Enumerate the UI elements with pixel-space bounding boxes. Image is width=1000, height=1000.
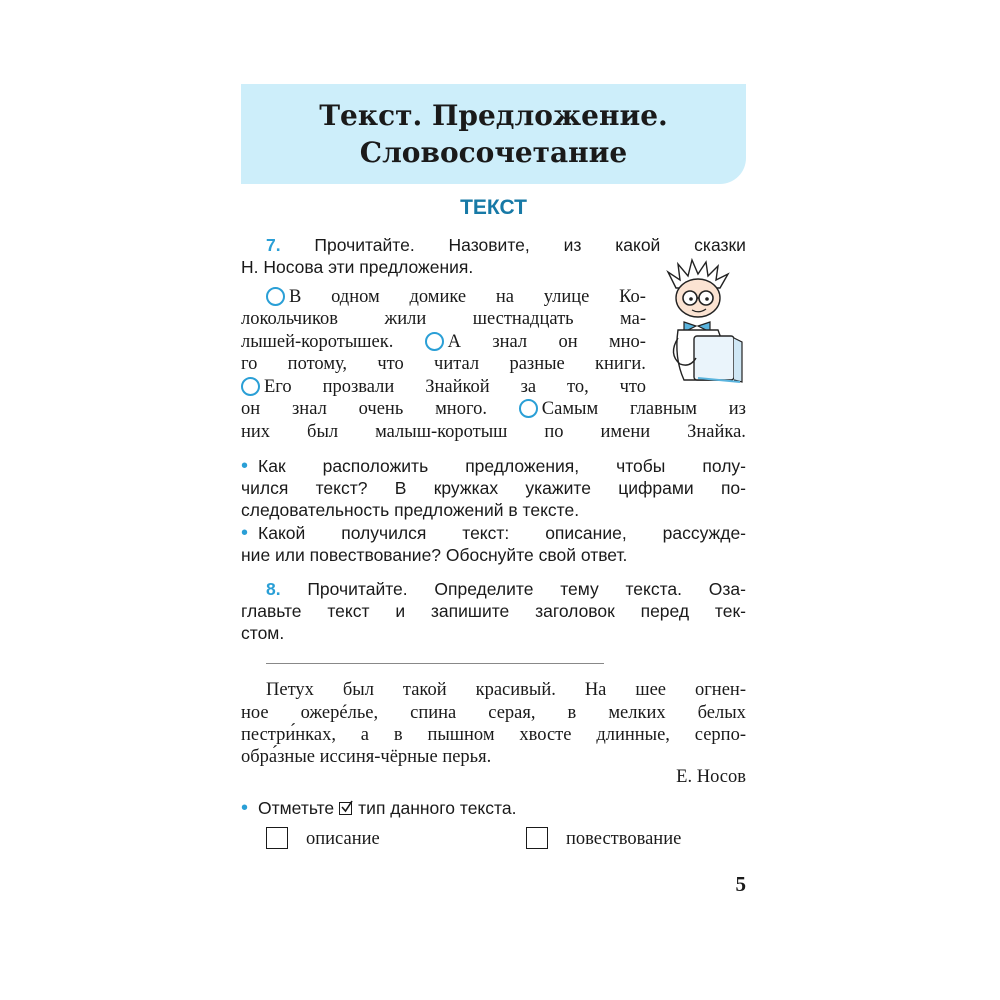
- ex7-text-line-1: В одном домике на улице Ко-: [266, 286, 646, 309]
- ex7-text-line-5: Его прозвали Знайкой за то, что: [241, 376, 646, 399]
- order-circle-3[interactable]: [241, 377, 260, 396]
- option-checkbox-narration[interactable]: [526, 827, 548, 849]
- bullet1-line-2: чился текст? В кружках укажите цифрами по-: [241, 478, 746, 498]
- znayka-illustration: [654, 258, 754, 384]
- title-answer-line[interactable]: [266, 663, 604, 664]
- story-author: Е. Носов: [676, 767, 746, 787]
- ex7-instruction-line-1: 7. Прочитайте. Назовите, из какой сказки: [266, 235, 746, 255]
- ex8-instruction-line-3: стом.: [241, 623, 285, 643]
- story-line-1: Петух был такой красивый. На шее огнен-: [266, 680, 746, 700]
- bullet-dot-icon: •: [241, 797, 249, 819]
- bullet2-line-2: ние или повествование? Обоснуйте свой ответ.: [241, 545, 628, 565]
- ex8-instruction-line-2: главьте текст и запишите заголовок перед тек-: [241, 601, 746, 621]
- ex7-text-line-3: лышей-коротышек. А знал он мно-: [241, 332, 646, 352]
- checkbox-checked-icon: [339, 802, 352, 815]
- order-circle-1[interactable]: [266, 287, 285, 306]
- bullet1-line-1: • Как расположить предложения, чтобы полу-: [241, 455, 746, 477]
- page-title-line-1: Текст. Предложение.: [319, 99, 668, 132]
- order-circle-4[interactable]: [519, 399, 538, 418]
- option-label-narration: повествование: [566, 829, 682, 849]
- section-title: ТЕКСТ: [460, 196, 527, 219]
- ex7-text-line-2: локольчиков жили шестнадцать ма-: [241, 309, 646, 329]
- page-number: 5: [735, 872, 746, 896]
- order-circle-2[interactable]: [425, 332, 444, 351]
- bullet2-line-1: • Какой получился текст: описание, рассужде-: [241, 522, 746, 544]
- ex7-instruction-line-2: Н. Носова эти предложения.: [241, 257, 474, 277]
- page-title-line-2: Словосочетание: [359, 136, 628, 169]
- ex7-number: 7.: [266, 235, 281, 255]
- story-line-3: пестри́нках, а в пышном хвосте длинные, серпо-: [241, 725, 746, 745]
- bullet1-line-3: следовательность предложений в тексте.: [241, 500, 580, 520]
- ex8-number: 8.: [266, 579, 281, 599]
- boy-with-book-icon: [654, 258, 754, 384]
- ex7-text-line-6: он знал очень много. Самым главным из: [241, 399, 746, 419]
- story-line-4: обра́зные иссиня-чёрные перья.: [241, 747, 492, 767]
- bullet-dot-icon: •: [241, 522, 249, 544]
- title-banner: [241, 84, 746, 184]
- ex8-instruction-line-1: 8. Прочитайте. Определите тему текста. Оза-: [266, 579, 746, 599]
- story-line-2: ное ожерéлье, спина серая, в мелких белых: [241, 703, 746, 723]
- option-checkbox-description[interactable]: [266, 827, 288, 849]
- mark-instruction: • Отметьте тип данного текста.: [241, 797, 517, 819]
- bullet-dot-icon: •: [241, 455, 249, 477]
- ex7-text-line-7: них был малыш-коротыш по имени Знайка.: [241, 422, 746, 442]
- ex7-text-line-4: го потому, что читал разные книги.: [241, 354, 646, 374]
- option-label-description: описание: [306, 829, 380, 849]
